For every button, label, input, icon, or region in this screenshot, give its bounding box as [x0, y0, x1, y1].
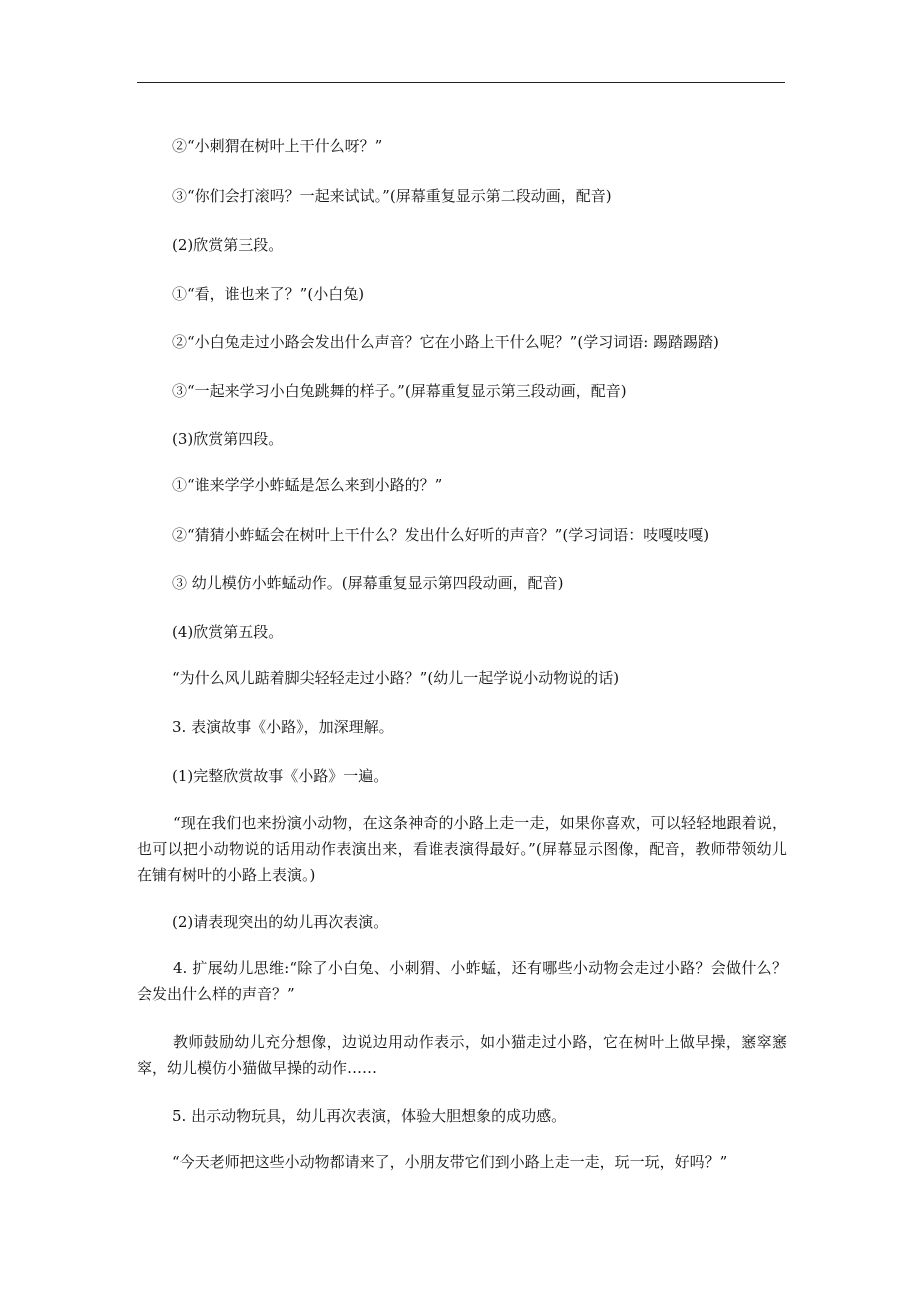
- text-paragraph: 教师鼓励幼儿充分想像，边说边用动作表示，如小猫走过小路，它在树叶上做早操，窸窣窸窣，幼儿模仿小猫做早操的动作……: [137, 1033, 787, 1077]
- text-paragraph: “现在我们也来扮演小动物，在这条神奇的小路上走一走，如果你喜欢，可以轻轻地跟着说，也可以把小动物说的话用动作表演出来，看谁表演得最好。”(屏幕显示图像，配音，教师带领幼儿在铺有树叶的小路上表演。): [137, 814, 787, 884]
- text-line: “为什么风儿踮着脚尖轻轻走过小路？”(幼儿一起学说小动物说的话): [172, 669, 620, 687]
- text-line: (1)完整欣赏故事《小路》一遍。: [172, 767, 389, 785]
- text-line: (2)欣赏第三段。: [172, 236, 284, 254]
- text-line: ①“谁来学学小蚱蜢是怎么来到小路的？”: [172, 476, 443, 494]
- text-line: (4)欣赏第五段。: [172, 623, 284, 641]
- section-heading: 5. 出示动物玩具，幼儿再次表演，体验大胆想象的成功感。: [172, 1107, 567, 1125]
- text-paragraph: 4. 扩展幼儿思维:“除了小白兔、小刺猬、小蚱蜢，还有哪些小动物会走过小路？会做什么？会发出什么样的声音？”: [137, 959, 787, 1003]
- text-line: (2)请表现突出的幼儿再次表演。: [172, 913, 389, 931]
- header-rule: [137, 82, 785, 83]
- text-line: ②“猜猜小蚱蜢会在树叶上干什么？发出什么好听的声音？”(学习词语：吱嘎吱嘎): [172, 526, 710, 544]
- text-line: (3)欣赏第四段。: [172, 430, 284, 448]
- text-line: ①“看，谁也来了？”(小白兔): [172, 285, 365, 303]
- text-line: “今天老师把这些小动物都请来了，小朋友带它们到小路上走一走，玩一玩，好吗？”: [172, 1153, 728, 1171]
- text-line: ③“你们会打滚吗？一起来试试。”(屏幕重复显示第二段动画，配音): [172, 187, 612, 205]
- text-line: ②“小白兔走过小路会发出什么声音？它在小路上干什么呢？”(学习词语: 踢踏踢踏): [172, 333, 719, 351]
- text-line: ③“一起来学习小白兔跳舞的样子。”(屏幕重复显示第三段动画，配音): [172, 382, 627, 400]
- text-line: ③ 幼儿模仿小蚱蜢动作。(屏幕重复显示第四段动画，配音): [172, 574, 564, 592]
- text-line: ②“小刺猬在树叶上干什么呀？”: [172, 137, 383, 155]
- section-heading: 3. 表演故事《小路》，加深理解。: [172, 718, 394, 736]
